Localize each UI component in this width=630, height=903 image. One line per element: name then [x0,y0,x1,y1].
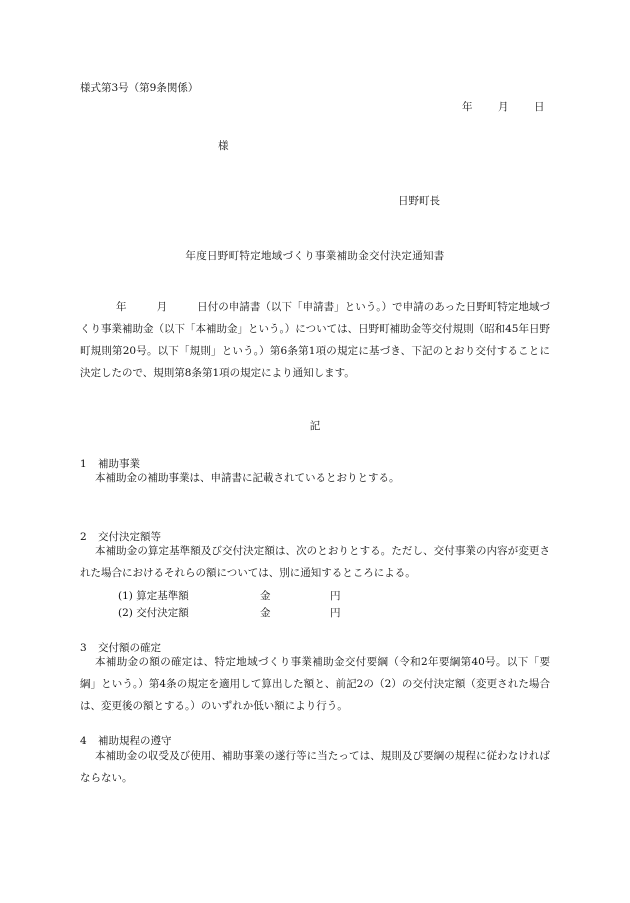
section-title: 交付決定額等 [98,531,161,543]
section-number: 4 [80,735,87,747]
addressee: 様 [218,140,229,152]
amount-row [118,605,378,619]
section-number: 3 [80,642,87,654]
body-month-label: 月 [156,301,168,313]
amount-label: (2) 交付決定額 [118,607,189,619]
section-4-text: 本補助金の収受及び使用、補助事業の遂行等に当たっては、規則及び要綱の規程に従わなければならない。 [80,750,550,784]
amount-label: (1) 算定基準額 [118,590,189,602]
section-3-text: 本補助金の額の確定は、特定地域づくり事業補助金交付要綱（令和2年要綱第40号。以下「要綱」という。）第4条の規定を適用して算出した額と、前記2の（2）の交付決定額（変更された場合は、変更後の額とする。）のいずれか低い額により行う。 [80,656,550,712]
document-title: 年度日野町特定地域づくり事業補助金交付決定通知書 [185,250,445,262]
section-number: 2 [80,531,87,543]
amount-row [118,588,378,602]
ki-heading: 記 [309,420,321,432]
amount-unit: 円 [330,590,341,602]
date-day-label: 日 [534,101,545,113]
amount-unit: 円 [330,607,341,619]
date-year-label: 年 [462,101,473,113]
date-month-label: 月 [498,101,509,113]
body-text: 日付の申請書（以下「申請書」という。）で申請のあった日野町特定地域づくり事業補助金（以下「本補助金」という。）については、日野町補助金等交付規則（昭和45年日野町規則第20号。以下「規則」という。）第6条第1項の規定に基づき、下記のとおり交付することに決定したので、規則第8条第1項の規定により通知します。 [80,301,551,379]
section-title: 補助事業 [98,458,140,470]
amount-currency: 金 [260,590,271,602]
section-title: 交付額の確定 [98,642,161,654]
body-year-label: 年 [116,301,127,313]
section-number: 1 [80,458,87,470]
amount-currency: 金 [260,607,271,619]
section-title: 補助規程の遵守 [98,735,172,747]
notice-body [80,296,550,384]
form-number: 様式第3号（第9条関係） [80,82,199,94]
section-2-text: 本補助金の算定基準額及び交付決定額は、次のとおりとする。ただし、交付事業の内容が変更された場合におけるそれらの額については、別に通知するところによる。 [80,545,550,579]
section-1-text: 本補助金の補助事業は、申請書に記載されているとおりとする。 [95,472,400,484]
sender: 日野町長 [398,195,440,207]
